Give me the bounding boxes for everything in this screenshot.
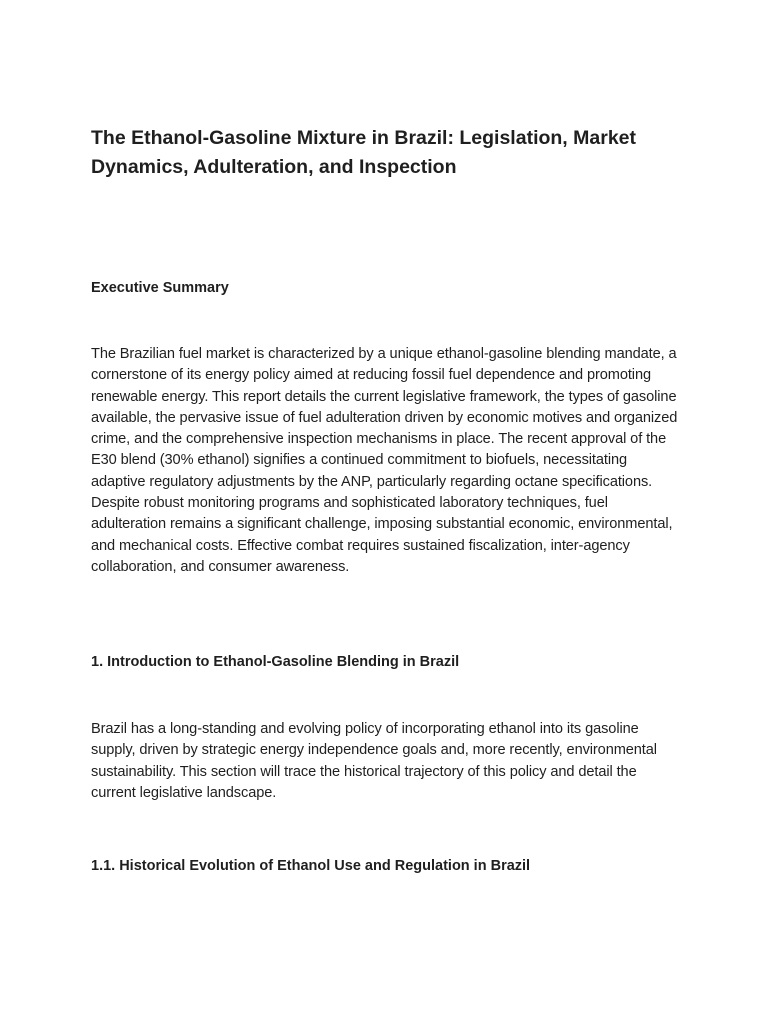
document-title: The Ethanol-Gasoline Mixture in Brazil: Legislation, Market Dynamics, Adulteration, and Inspection <box>91 127 637 178</box>
section-heading-introduction: 1. Introduction to Ethanol-Gasoline Blending in Brazil <box>91 654 460 670</box>
subsection-heading-historical-evolution: 1.1. Historical Evolution of Ethanol Use and Regulation in Brazil <box>91 858 531 874</box>
executive-summary-paragraph: The Brazilian fuel market is characterized by a unique ethanol-gasoline blending mandate, a cornerstone of its energy policy aimed at reducing fossil fuel dependence and promoting renewable energy. This report details the current legislative framework, the types of gasoline available, the pervasive issue of fuel adulteration driven by economic motives and organized crime, and the comprehensive inspection mechanisms in place. The recent approval of the E30 blend (30% ethanol) signifies a continued commitment to biofuels, necessitating adaptive regulatory adjustments by the ANP, particularly regarding octane specifications. Despite robust monitoring programs and sophisticated laboratory techniques, fuel adulteration remains a significant challenge, imposing substantial economic, environmental, and mechanical costs. Effective combat requires sustained fiscalization, inter-agency collaboration, and consumer awareness. <box>91 346 678 575</box>
introduction-paragraph: Brazil has a long-standing and evolving policy of incorporating ethanol into its gasoline supply, driven by strategic energy independence goals and, more recently, environmental sustainability. This section will trace the historical trajectory of this policy and detail the current legislative landscape. <box>91 721 657 801</box>
section-heading-executive-summary: Executive Summary <box>91 280 229 296</box>
